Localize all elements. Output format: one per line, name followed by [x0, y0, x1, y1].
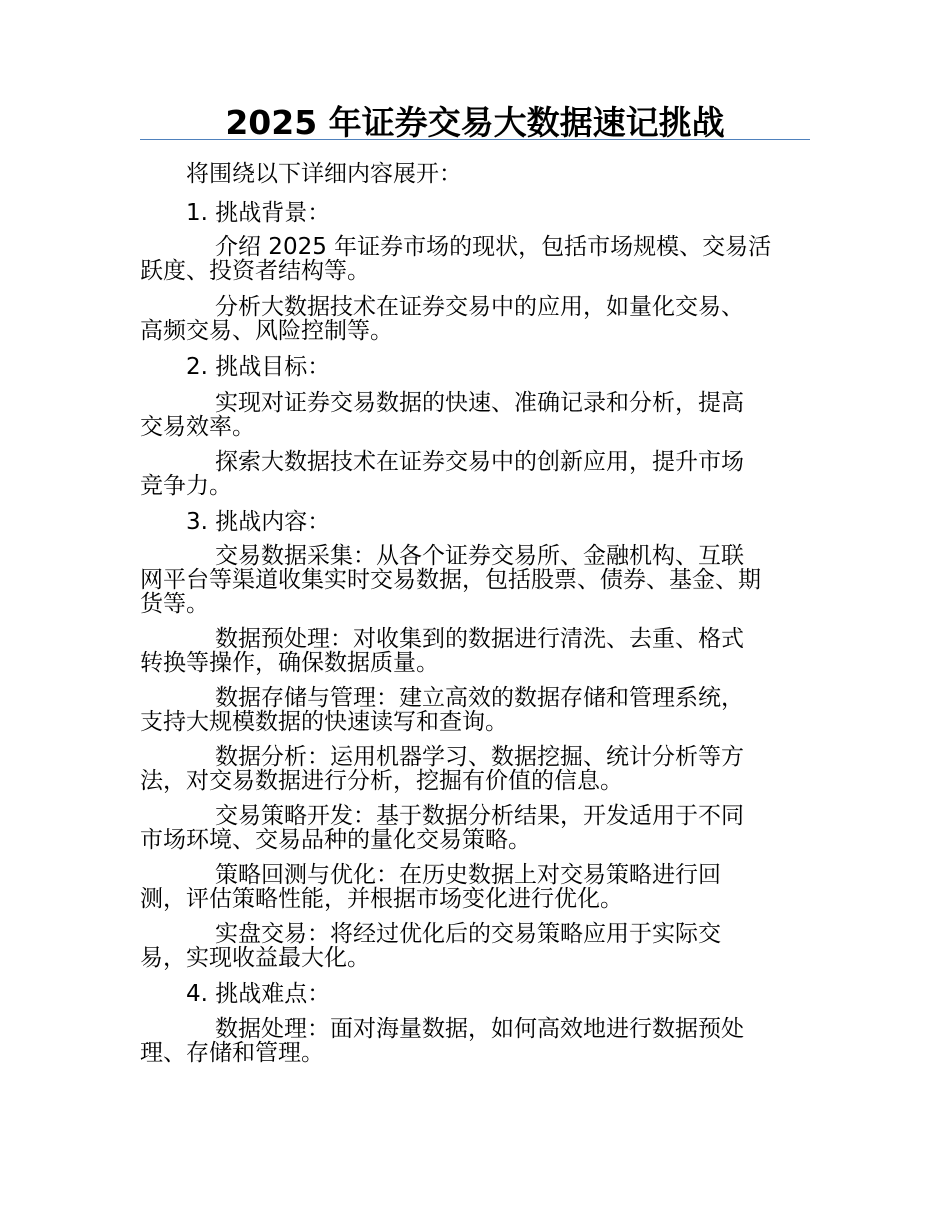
intro-text: 将围绕以下详细内容展开：: [186, 161, 462, 187]
paragraph-line: 测，评估策略性能，并根据市场变化进行优化。: [140, 886, 623, 912]
paragraph-line: 跃度、投资者结构等。: [140, 258, 370, 284]
document-title: 2025 年证券交易大数据速记挑战: [225, 103, 725, 142]
paragraph-line: 介绍 2025 年证券市场的现状，包括市场规模、交易活: [215, 234, 772, 260]
paragraph-line: 市场环境、交易品种的量化交易策略。: [140, 827, 531, 853]
paragraph-line: 实现对证券交易数据的快速、准确记录和分析，提高: [215, 390, 744, 416]
paragraph-line: 交易效率。: [140, 414, 255, 440]
paragraph-line: 法，对交易数据进行分析，挖掘有价值的信息。: [140, 768, 623, 794]
paragraph-line: 理、存储和管理。: [140, 1040, 324, 1066]
paragraph-line: 货等。: [140, 591, 209, 617]
paragraph-line: 交易数据采集：从各个证券交易所、金融机构、互联: [215, 543, 744, 569]
paragraph-line: 交易策略开发：基于数据分析结果，开发适用于不同: [215, 803, 744, 829]
paragraph-line: 网平台等渠道收集实时交易数据，包括股票、债券、基金、期: [140, 567, 761, 593]
section-heading-content: 3. 挑战内容：: [186, 509, 331, 535]
paragraph-line: 支持大规模数据的快速读写和查询。: [140, 709, 508, 735]
section-heading-difficulties: 4. 挑战难点：: [186, 981, 331, 1007]
paragraph-line: 数据处理：面对海量数据，如何高效地进行数据预处: [215, 1016, 744, 1042]
paragraph-line: 数据分析：运用机器学习、数据挖掘、统计分析等方: [215, 744, 744, 770]
paragraph-line: 探索大数据技术在证券交易中的创新应用，提升市场: [215, 449, 744, 475]
paragraph-line: 转换等操作，确保数据质量。: [140, 650, 439, 676]
paragraph-line: 竞争力。: [140, 473, 232, 499]
title-underline: [140, 139, 810, 140]
paragraph-line: 高频交易、风险控制等。: [140, 318, 393, 344]
paragraph-line: 实盘交易：将经过优化后的交易策略应用于实际交: [215, 921, 721, 947]
paragraph-line: 数据存储与管理：建立高效的数据存储和管理系统，: [215, 685, 744, 711]
paragraph-line: 策略回测与优化：在历史数据上对交易策略进行回: [215, 862, 721, 888]
section-heading-goals: 2. 挑战目标：: [186, 354, 331, 380]
paragraph-line: 易，实现收益最大化。: [140, 945, 370, 971]
section-heading-background: 1. 挑战背景：: [186, 200, 331, 226]
paragraph-line: 分析大数据技术在证券交易中的应用，如量化交易、: [215, 294, 744, 320]
paragraph-line: 数据预处理：对收集到的数据进行清洗、去重、格式: [215, 626, 744, 652]
